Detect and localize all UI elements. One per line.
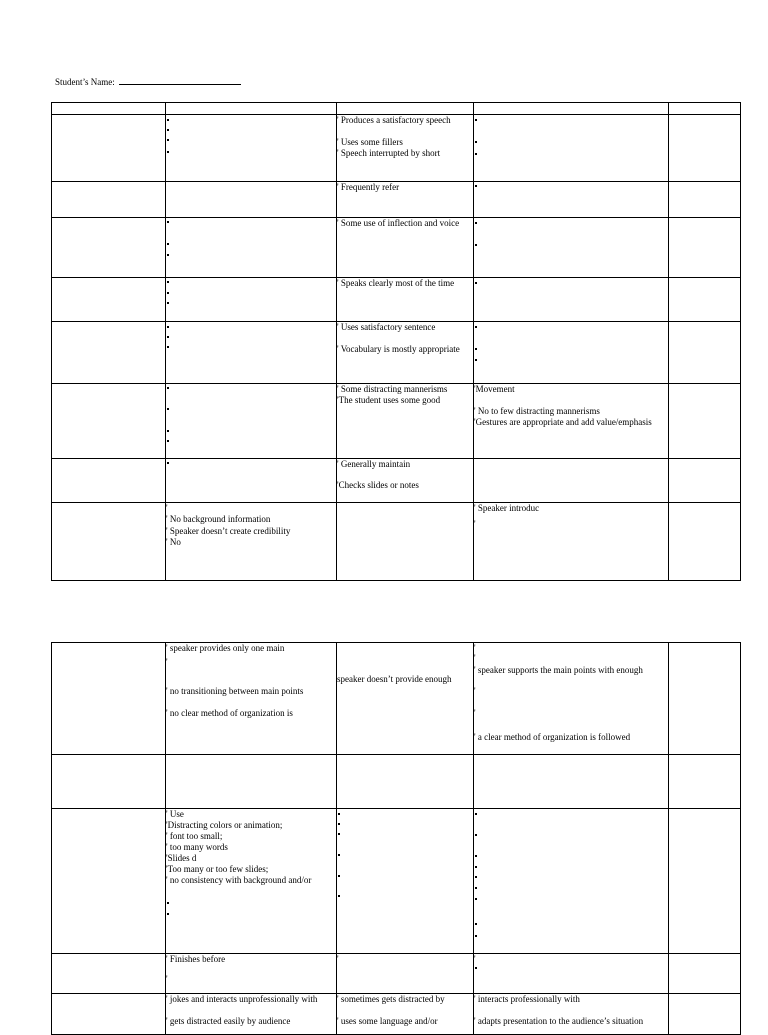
table-row (52, 994, 741, 1035)
criterion-text: 'Slides d (166, 853, 197, 863)
bullet-icon (167, 346, 169, 348)
table-cell (52, 103, 166, 115)
bullet-icon (167, 151, 169, 153)
table-cell (166, 954, 337, 994)
criterion-text: speaker doesn’t provide enough (337, 674, 452, 684)
criterion-text: ' No background information (166, 514, 271, 524)
criterion-text: ' Finishes before (166, 954, 226, 964)
table-cell (166, 218, 337, 278)
table-cell (474, 182, 669, 218)
table-cell (337, 954, 474, 994)
criterion-text: ' uses some language and/or (337, 1016, 438, 1026)
criterion-text: ' Some use of inflection and voice (337, 218, 460, 228)
criterion-text: ' Some distracting mannerisms (337, 384, 448, 394)
table-cell (474, 103, 669, 115)
bullet-icon (475, 876, 477, 878)
table-cell (166, 278, 337, 322)
table-cell (52, 503, 166, 581)
bullet-icon (167, 913, 169, 915)
bullet-icon (475, 834, 477, 836)
criterion-text: ' Speaker doesn’t create credibility (166, 526, 291, 536)
bullet-icon (167, 129, 169, 131)
bullet-icon (167, 139, 169, 141)
table-row (52, 218, 741, 278)
student-name-field (55, 75, 241, 87)
table-cell (166, 182, 337, 218)
bullet-icon (475, 855, 477, 857)
criterion-text: ' (166, 657, 168, 667)
bullet-icon (338, 833, 340, 835)
rubric-table-2 (51, 642, 741, 1035)
criterion-text: ' (474, 686, 476, 696)
table-cell (52, 182, 166, 218)
table-cell (52, 218, 166, 278)
bullet-icon (167, 292, 169, 294)
criterion-text: ' no consistency with background and/or (166, 875, 312, 885)
bullet-icon (475, 887, 477, 889)
table-header-row (52, 103, 741, 115)
criterion-text: 'Gestures are appropriate and add value/emphasis (474, 417, 652, 427)
bullet-icon (338, 813, 340, 815)
table-cell (474, 643, 669, 755)
criterion-text: ' interacts professionally with (474, 994, 580, 1004)
criterion-text: ' (474, 643, 476, 653)
table-cell (474, 954, 669, 994)
bullet-icon (475, 935, 477, 937)
table-cell (166, 459, 337, 503)
bullet-icon (475, 359, 477, 361)
bullet-icon (475, 898, 477, 900)
table-cell (52, 954, 166, 994)
table-row (52, 503, 741, 581)
table-cell (337, 182, 474, 218)
bullet-icon (338, 823, 340, 825)
criterion-text: ' No to few distracting mannerisms (474, 406, 600, 416)
bullet-icon (167, 430, 169, 432)
table-cell (337, 103, 474, 115)
criterion-text: ' Use (166, 809, 184, 819)
criterion-text: ' speaker provides only one main (166, 643, 285, 653)
table-cell (166, 994, 337, 1035)
criterion-text: ' no clear method of organization is (166, 708, 293, 718)
criterion-text: ' too many words (166, 842, 228, 852)
table-cell (474, 115, 669, 182)
table-cell (669, 755, 741, 809)
table-row (52, 115, 741, 182)
table-cell (669, 643, 741, 755)
bullet-icon (167, 221, 169, 223)
table-cell (337, 278, 474, 322)
bullet-icon (167, 440, 169, 442)
bullet-icon (338, 895, 340, 897)
criterion-text: ' Frequently refer (337, 182, 400, 192)
table-row (52, 755, 741, 809)
table-cell (52, 994, 166, 1035)
criterion-text: ' (474, 954, 476, 964)
table-row (52, 643, 741, 755)
table-cell (337, 809, 474, 954)
table-cell (166, 322, 337, 384)
bullet-icon (167, 462, 169, 464)
bullet-icon (167, 408, 169, 410)
table-cell (166, 809, 337, 954)
bullet-icon (475, 222, 477, 224)
table-cell (337, 115, 474, 182)
bullet-icon (167, 119, 169, 121)
criterion-text: ' (474, 708, 476, 718)
table-cell (669, 994, 741, 1035)
table-cell (52, 459, 166, 503)
criterion-text: ' Generally maintain (337, 459, 411, 469)
criterion-text: ' Speech interrupted by short (337, 148, 441, 158)
table-cell (669, 809, 741, 954)
bullet-icon (338, 854, 340, 856)
table-cell (669, 278, 741, 322)
table-row (52, 809, 741, 954)
table-cell (337, 755, 474, 809)
table-cell (52, 384, 166, 459)
bullet-icon (475, 967, 477, 969)
table-cell (52, 643, 166, 755)
bullet-icon (167, 243, 169, 245)
criterion-text: ' a clear method of organization is followed (474, 732, 631, 742)
table-cell (337, 503, 474, 581)
table-cell (337, 218, 474, 278)
criterion-text: 'Movement (474, 384, 515, 394)
criterion-text: 'Distracting colors or animation; (166, 820, 283, 830)
table-row (52, 954, 741, 994)
table-row (52, 278, 741, 322)
criterion-text: ' (166, 974, 168, 984)
criterion-text: ' (337, 954, 339, 964)
rubric-table-1 (51, 102, 741, 581)
table-cell (337, 322, 474, 384)
table-cell (474, 322, 669, 384)
table-row (52, 322, 741, 384)
table-row (52, 182, 741, 218)
table-cell (669, 322, 741, 384)
student-name-blank[interactable] (119, 75, 241, 85)
table-cell (474, 459, 669, 503)
bullet-icon (167, 281, 169, 283)
bullet-icon (475, 923, 477, 925)
criterion-text: ' jokes and interacts unprofessionally with (166, 994, 318, 1004)
table-cell (669, 182, 741, 218)
table-cell (52, 809, 166, 954)
criterion-text: ' (166, 503, 168, 513)
criterion-text: ' No (166, 537, 181, 547)
table-cell (52, 278, 166, 322)
bullet-icon (475, 185, 477, 187)
table-cell (669, 459, 741, 503)
table-cell (166, 503, 337, 581)
criterion-text: ' Speaks clearly most of the time (337, 278, 455, 288)
table-cell (474, 994, 669, 1035)
bullet-icon (475, 866, 477, 868)
table-cell (166, 755, 337, 809)
table-cell (669, 954, 741, 994)
table-cell (52, 115, 166, 182)
table-cell (669, 218, 741, 278)
bullet-icon (475, 119, 477, 121)
bullet-icon (167, 387, 169, 389)
criterion-text: ' Speaker introduc (474, 503, 540, 513)
table-cell (337, 459, 474, 503)
criterion-text: ' Produces a satisfactory speech (337, 115, 451, 125)
table-cell (52, 755, 166, 809)
table-cell (474, 384, 669, 459)
criterion-text: ' speaker supports the main points with enough (474, 665, 643, 675)
bullet-icon (475, 282, 477, 284)
bullet-icon (167, 336, 169, 338)
criterion-text: ' gets distracted easily by audience (166, 1016, 291, 1026)
criterion-text: ' font too small; (166, 831, 223, 841)
table-cell (669, 103, 741, 115)
bullet-icon (167, 302, 169, 304)
table-cell (52, 322, 166, 384)
criterion-text: ' adapts presentation to the audience’s situation (474, 1016, 644, 1026)
criterion-text: ' Uses satisfactory sentence (337, 322, 436, 332)
criterion-text: 'The student uses some good (337, 395, 441, 405)
bullet-icon (475, 813, 477, 815)
table-cell (166, 643, 337, 755)
bullet-icon (167, 902, 169, 904)
table-cell (337, 643, 474, 755)
table-cell (474, 809, 669, 954)
table-cell (669, 503, 741, 581)
table-cell (474, 278, 669, 322)
table-cell (337, 384, 474, 459)
bullet-icon (475, 153, 477, 155)
criterion-text: ' Uses some fillers (337, 137, 403, 147)
criterion-text: 'Too many or too few slides; (166, 864, 269, 874)
table-cell (669, 115, 741, 182)
table-cell (337, 994, 474, 1035)
criterion-text: ' Vocabulary is mostly appropriate (337, 344, 460, 354)
criterion-text: ' no transitioning between main points (166, 686, 304, 696)
bullet-icon (475, 348, 477, 350)
criterion-text: ' (474, 653, 476, 663)
criterion-text: ' (474, 519, 476, 529)
bullet-icon (338, 875, 340, 877)
bullet-icon (167, 254, 169, 256)
bullet-icon (475, 326, 477, 328)
table-cell (669, 384, 741, 459)
criterion-text: 'Checks slides or notes (337, 480, 419, 490)
bullet-icon (475, 141, 477, 143)
criterion-text: ' sometimes gets distracted by (337, 994, 445, 1004)
student-name-label: Student’s Name: (55, 77, 115, 87)
table-cell (166, 103, 337, 115)
bullet-icon (475, 244, 477, 246)
table-cell (474, 218, 669, 278)
bullet-icon (167, 326, 169, 328)
table-cell (166, 384, 337, 459)
table-row (52, 459, 741, 503)
table-cell (166, 115, 337, 182)
table-cell (474, 755, 669, 809)
table-row (52, 384, 741, 459)
table-cell (474, 503, 669, 581)
